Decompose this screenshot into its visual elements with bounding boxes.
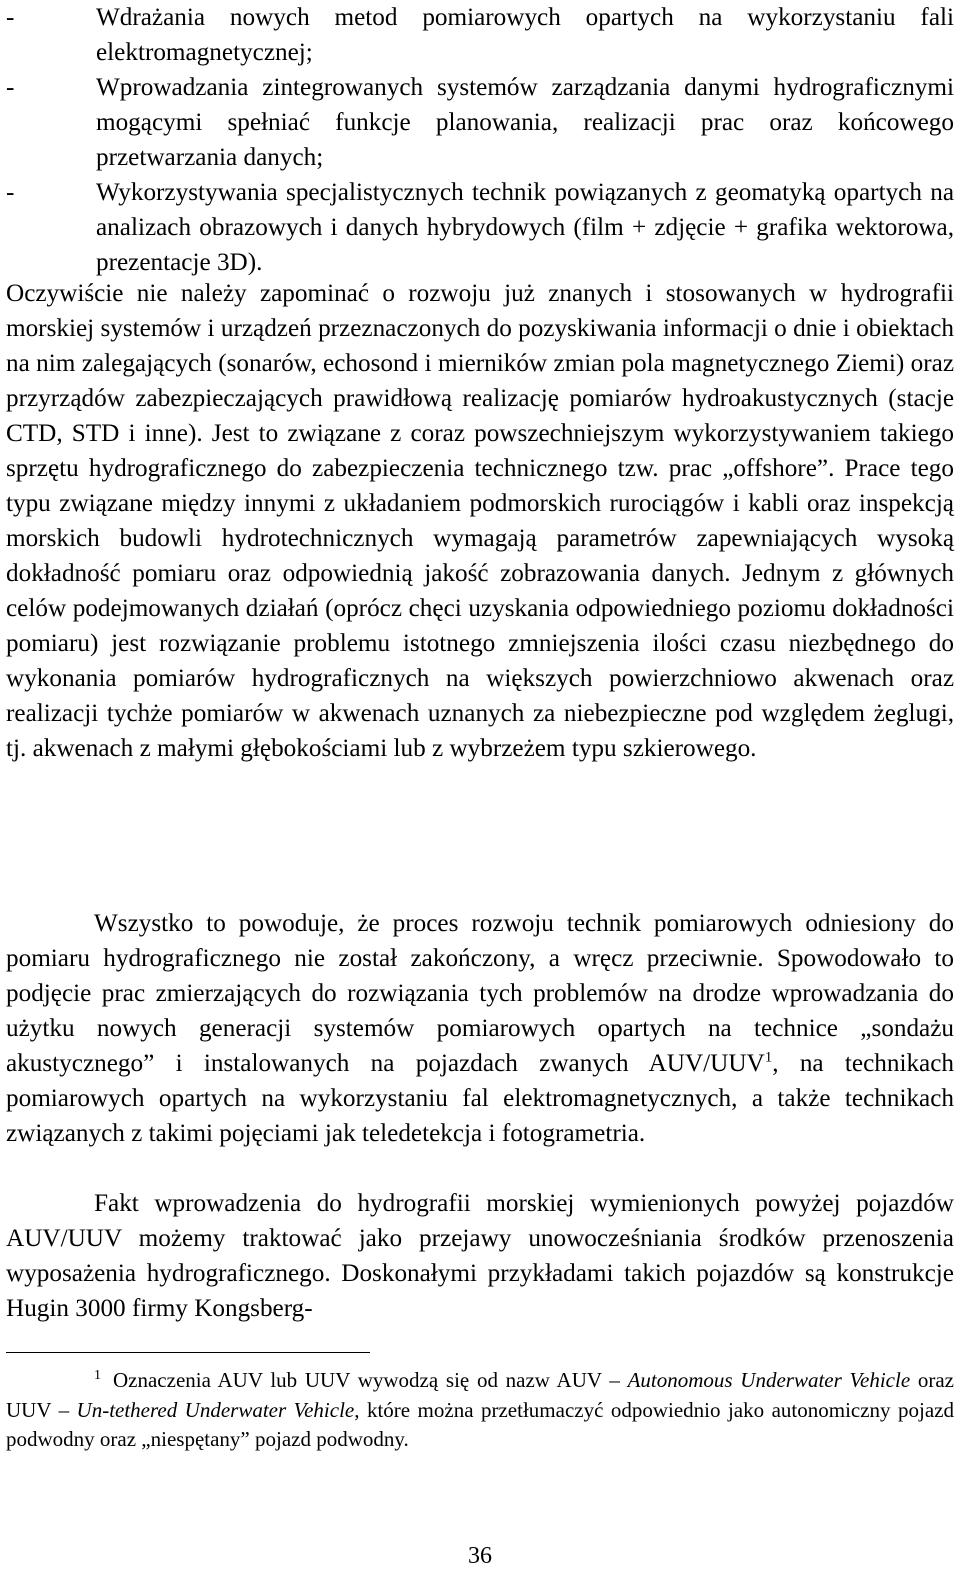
footnote-italic-term: Un-tethered Underwater Vehicle (76, 1397, 355, 1422)
footnote-reference: 1 (764, 1049, 773, 1066)
bullet-item (6, 0, 954, 70)
bullet-list (6, 0, 954, 280)
paragraph-text: , na technikach pomiarowych opartych na wykorzystaniu fal elektromagnetycznych, a także technikach związanych z takimi pojęciami jak teledetekcja i fotogrametria. (6, 1050, 954, 1147)
footnote-italic-term: Autonomous Underwater Vehicle (627, 1368, 911, 1392)
footnote-number: 1 (94, 1368, 101, 1383)
footnote (6, 1366, 954, 1455)
footnote-text: Oznaczenia AUV lub UUV wywodzą się od nazw AUV – (113, 1368, 628, 1392)
footnote-text: , które można przetłumaczyć odpowiednio jako autonomiczny pojazd podwodny oraz „niespętany” pojazd podwodny. (6, 1397, 954, 1451)
bullet-text: Wprowadzania zintegrowanych systemów zarządzania danymi hydrograficznymi mogącymi spełniać funkcje planowania, realizacji prac oraz końcowego przetwarzania danych; (96, 74, 954, 171)
bullet-dash: - (6, 74, 15, 101)
bullet-item (6, 175, 954, 280)
footnote-separator (6, 1352, 370, 1353)
bullet-text: Wdrażania nowych metod pomiarowych opartych na wykorzystaniu fali elektromagnetycznej; (96, 4, 954, 66)
bullet-text: Wykorzystywania specjalistycznych technik powiązanych z geomatyką opartych na analizach obrazowych i danych hybrydowych (film + zdjęcie + grafika wektorowa, prezentacje 3D). (96, 179, 954, 276)
body-paragraph (6, 906, 954, 1151)
bullet-dash: - (6, 4, 15, 31)
bullet-dash: - (6, 179, 15, 206)
body-paragraph: Oczywiście nie należy zapominać o rozwoju już znanych i stosowanych w hydrografii morskiej systemów i urządzeń przeznaczonych do pozyskiwania informacji o dnie i obiektach na nim zalegających (sonarów, echosond i mierników zmian pola magnetycznego Ziemi) oraz przyrządów zabezpieczających prawidłową realizację pomiarów hydroakustycznych (stacje CTD, STD i inne). Jest to związane z coraz powszechniejszym wykorzystywaniem takiego sprzętu hydrograficznego do zabezpieczenia technicznego tzw. prac „offshore”. Prace tego typu związane między innymi z układaniem podmorskich rurociągów i kabli oraz inspekcją morskich budowli hydrotechnicznych wymagają parametrów zapewniających wysoką dokładność pomiaru oraz odpowiednią jakość zobrazowania danych. Jednym z głównych celów podejmowanych działań (oprócz chęci uzyskania odpowiedniego poziomu dokładności pomiaru) jest rozwiązanie problemu istotnego zmniejszenia ilości czasu niezbędnego do wykonania pomiarów hydrograficznych na większych powierzchniowo akwenach oraz realizacji tychże pomiarów w akwenach uznanych za niebezpieczne pod względem żeglugi, tj. akwenach z małymi głębokościami lub z wybrzeżem typu szkierowego. (6, 280, 954, 762)
body-paragraph: Fakt wprowadzenia do hydrografii morskiej wymienionych powyżej pojazdów AUV/UUV możemy traktować jako przejawy unowocześniania środków przenoszenia wyposażenia hydrograficznego. Doskonałymi przykładami takich pojazdów są konstrukcje Hugin 3000 firmy Kongsberg- (6, 1190, 954, 1322)
footnote-text: oraz UUV – (6, 1368, 954, 1422)
bullet-item (6, 70, 954, 175)
page-number: 36 (468, 1543, 492, 1569)
paragraph-text: Wszystko to powoduje, że proces rozwoju technik pomiarowych odniesiony do pomiaru hydrograficznego nie został zakończony, a wręcz przeciwnie. Spowodowało to podjęcie prac zmierzających do rozwiązania tych problemów na drodze wprowadzania do użytku nowych generacji systemów pomiarowych opartych na technice „sondażu akustycznego” i instalowanych na pojazdach zwanych AUV/UUV (6, 910, 954, 1077)
